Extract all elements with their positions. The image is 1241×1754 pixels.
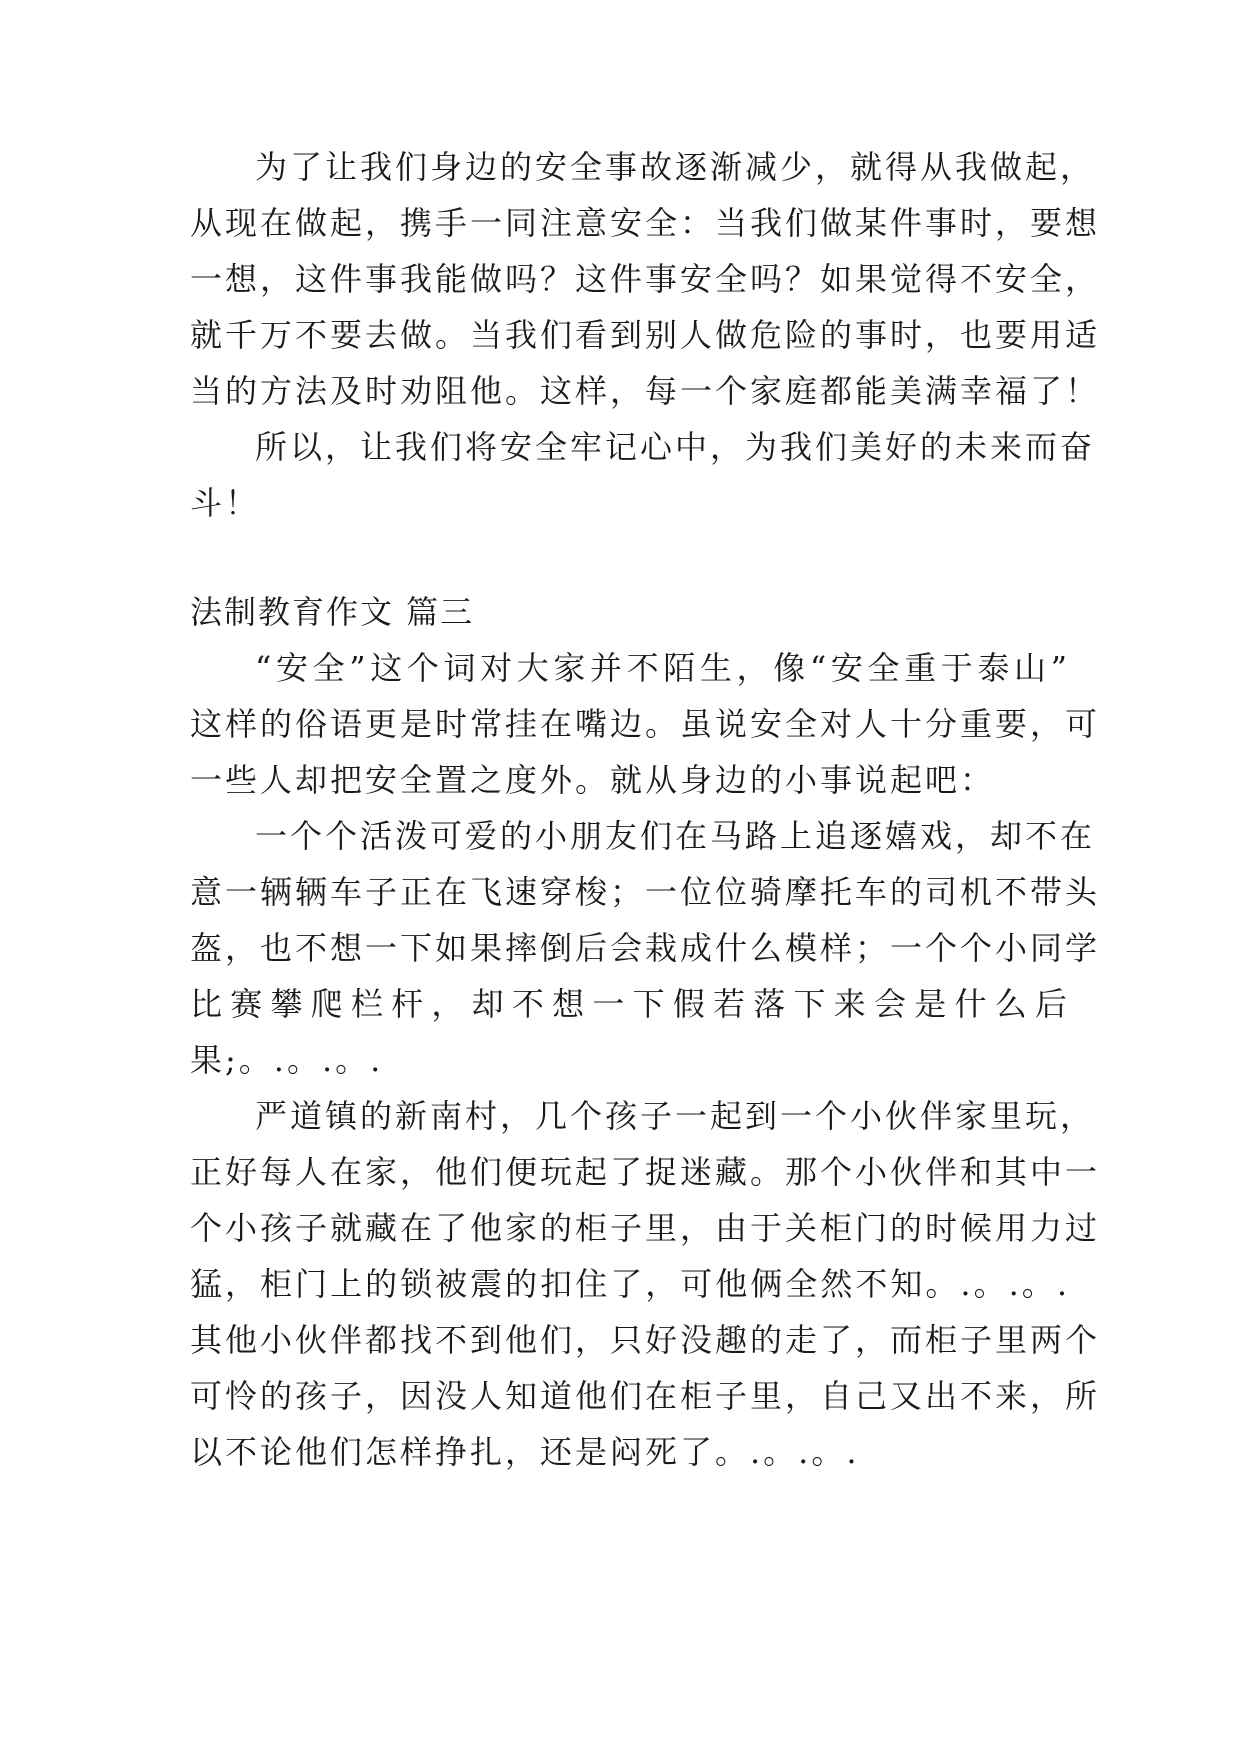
- paragraph-4-line-4: 比赛攀爬栏杆，却不想一下假若落下来会是什么后: [190, 985, 1070, 1023]
- paragraph-1-line-5: 当的方法及时劝阻他。这样，每一个家庭都能美满幸福了！: [190, 372, 1101, 410]
- paragraph-2-line-2: 斗！: [190, 484, 261, 522]
- paragraph-2-line-1: 所以，让我们将安全牢记心中，为我们美好的未来而奋: [255, 428, 1096, 466]
- paragraph-1-line-1: 为了让我们身边的安全事故逐渐减少，就得从我做起，: [255, 148, 1096, 186]
- paragraph-1-line-2: 从现在做起，携手一同注意安全：当我们做某件事时，要想: [190, 204, 1101, 242]
- paragraph-5-line-2: 正好每人在家，他们便玩起了捉迷藏。那个小伙伴和其中一: [190, 1153, 1101, 1191]
- paragraph-5-line-6: 可怜的孩子，因没人知道他们在柜子里，自己又出不来，所: [190, 1377, 1101, 1415]
- paragraph-4-line-3: 盔，也不想一下如果摔倒后会栽成什么模样；一个个小同学: [190, 929, 1101, 967]
- paragraph-5-line-5: 其他小伙伴都找不到他们，只好没趣的走了，而柜子里两个: [190, 1321, 1101, 1359]
- paragraph-4-line-1: 一个个活泼可爱的小朋友们在马路上追逐嬉戏，却不在: [255, 817, 1096, 855]
- paragraph-3-line-1: “安全”这个词对大家并不陌生，像“安全重于泰山”: [255, 649, 1070, 687]
- section-heading: 法制教育作文 篇三: [190, 593, 475, 631]
- paragraph-3-line-3: 一些人却把安全置之度外。就从身边的小事说起吧：: [190, 761, 996, 799]
- paragraph-5-line-1: 严道镇的新南村，几个孩子一起到一个小伙伴家里玩，: [255, 1097, 1096, 1135]
- paragraph-4-line-2: 意一辆辆车子正在飞速穿梭；一位位骑摩托车的司机不带头: [190, 873, 1101, 911]
- paragraph-4-line-5: 果;。.。.。.: [190, 1041, 384, 1079]
- paragraph-5-line-7: 以不论他们怎样挣扎，还是闷死了。.。.。.: [190, 1433, 860, 1471]
- paragraph-5-line-3: 个小孩子就藏在了他家的柜子里，由于关柜门的时候用力过: [190, 1209, 1101, 1247]
- paragraph-1-line-3: 一想，这件事我能做吗？这件事安全吗？如果觉得不安全，: [190, 260, 1101, 298]
- paragraph-3-line-2: 这样的俗语更是时常挂在嘴边。虽说安全对人十分重要，可: [190, 705, 1101, 743]
- paragraph-5-line-4: 猛，柜门上的锁被震的扣住了，可他俩全然不知。.。.。.: [190, 1265, 1070, 1303]
- paragraph-1-line-4: 就千万不要去做。当我们看到别人做危险的事时，也要用适: [190, 316, 1101, 354]
